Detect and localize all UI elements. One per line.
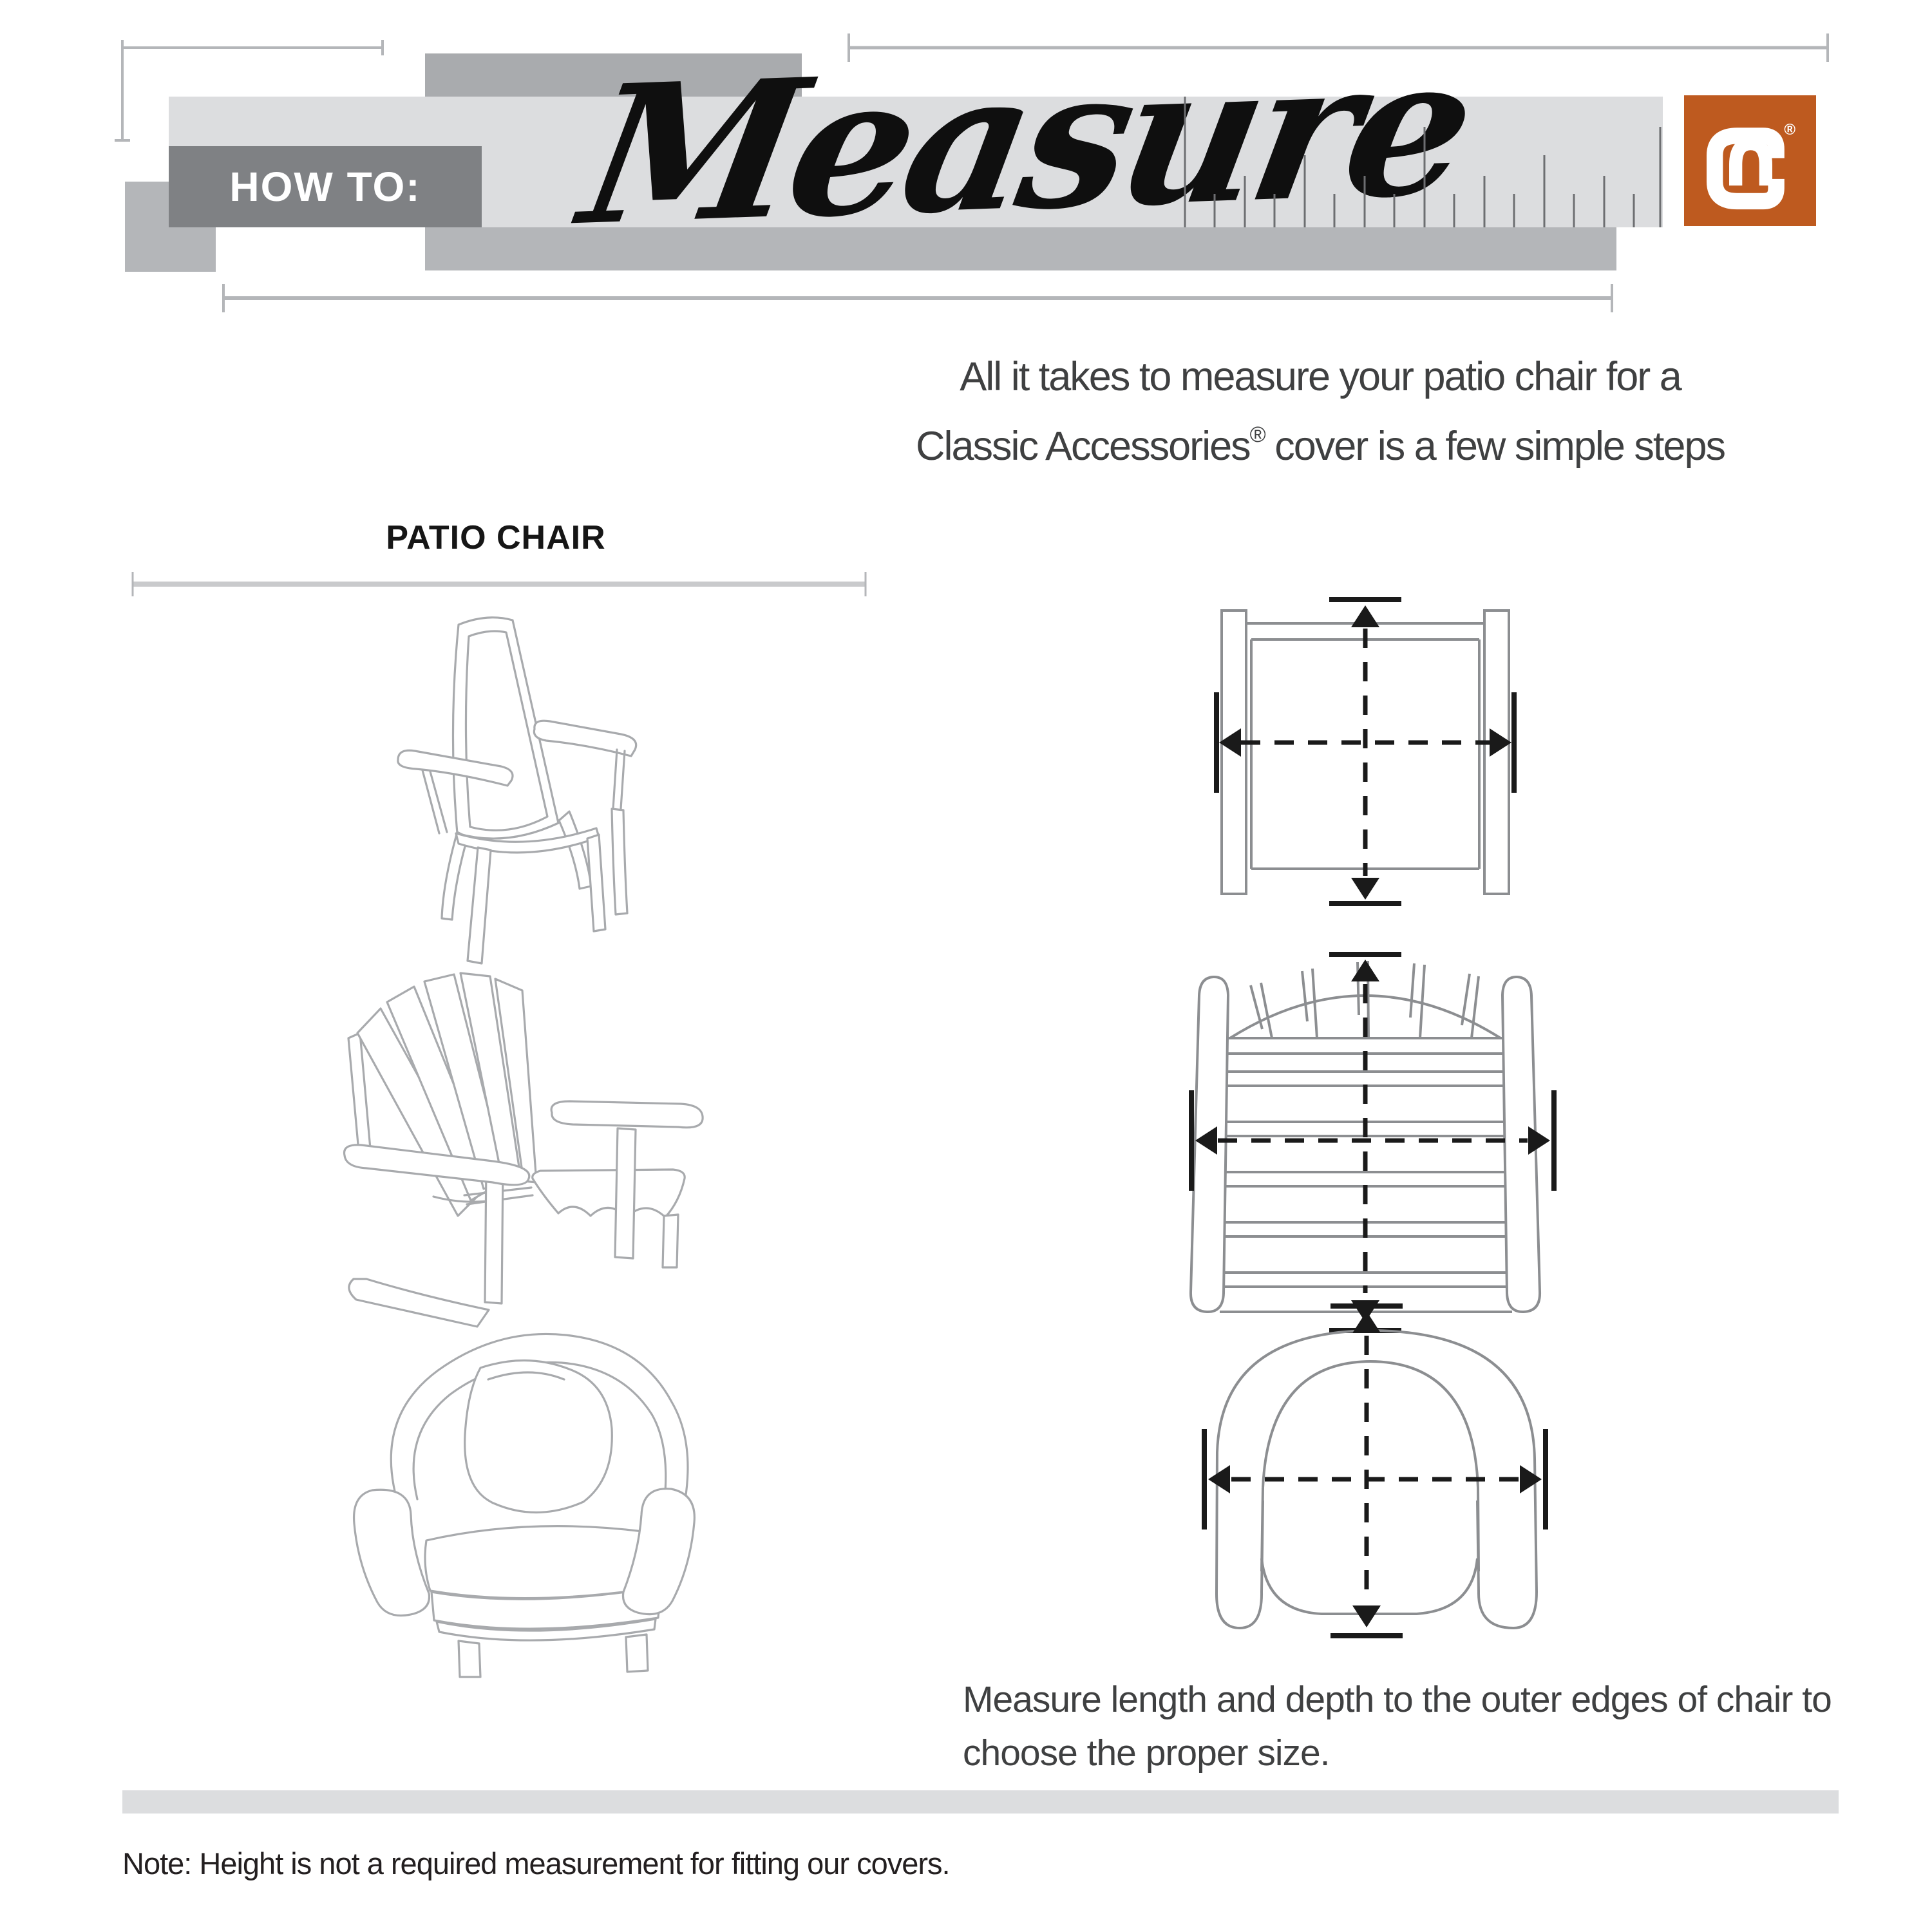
howto-kicker-box	[169, 146, 482, 227]
intro-line-1: All it takes to measure your patio chair for a	[960, 354, 1681, 399]
footer-note: Note: Height is not a required measurement for fitting our covers.	[122, 1846, 950, 1880]
high-back-patio-dining-chair-illustration	[398, 618, 636, 963]
page-title: Measure	[568, 14, 1484, 269]
footer-divider-bar	[122, 1790, 1839, 1814]
logo-monogram-icon	[1684, 95, 1816, 226]
adirondack-chair-illustration	[345, 973, 703, 1327]
measurement-arrowheads	[1208, 1311, 1542, 1627]
howto-kicker-label: HOW TO:	[229, 164, 421, 210]
section-label: PATIO CHAIR	[386, 519, 606, 556]
intro-line-2: Classic Accessories® cover is a few simple steps	[915, 422, 1725, 469]
measure-caption	[963, 1673, 1877, 1780]
adirondack-chair-top-view-diagram	[1191, 954, 1554, 1331]
caption-line-2: choose the proper size.	[963, 1732, 1330, 1774]
measurement-arrowheads	[1195, 960, 1550, 1322]
logo-registered-mark: ®	[1784, 121, 1795, 138]
caption-line-1: Measure length and depth to the outer edges of chair to	[963, 1679, 1832, 1720]
wicker-lounge-chair-illustration	[354, 1334, 695, 1677]
header-bottom-dimension-line	[223, 284, 1612, 312]
registered-mark: ®	[1249, 422, 1265, 447]
lounge-chair-top-view-diagram	[1204, 1306, 1546, 1636]
intro-text	[818, 348, 1823, 475]
classic-accessories-logo-icon	[1684, 95, 1816, 226]
dining-chair-top-view-diagram	[1217, 600, 1514, 904]
measurement-arrowheads	[1219, 605, 1511, 900]
section-dimension-line	[132, 572, 866, 596]
